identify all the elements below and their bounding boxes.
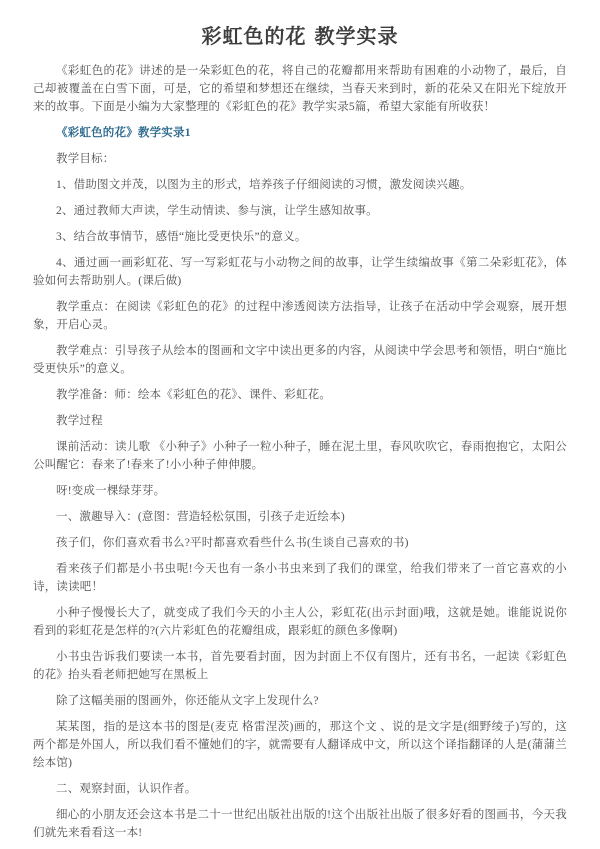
paragraph: 小书虫告诉我们要读一本书，首先要看封面，因为封面上不仅有图片，还有书名，一起读《彩虹色的花》抬头看老师把她写在黑板上: [33, 651, 567, 681]
paragraph: 某某图，指的是这本书的图是(麦克 格雷涅茨)画的，那这个文 、说的是文字是(细野绫子)写的，这两个都是外国人，所以我们看不懂她们的字，就需要有人翻译成中文，所以这个译指翻译的人是(蒲蒲兰绘本馆): [33, 721, 567, 769]
paragraph: 呀!变成一棵绿芽芽。: [56, 485, 166, 497]
document-body: [33, 62, 567, 842]
paragraph: 4、通过画一画彩虹花、写一写彩虹花与小动物之间的故事，让学生续编故事《第二朵彩虹花》，体验如何去帮助别人。(课后做): [33, 257, 567, 287]
paragraph: 除了这幅美丽的图画外，你还能从文字上发现什么?: [56, 695, 319, 707]
paragraph: 《彩虹色的花》讲述的是一朵彩虹色的花，将自己的花瓣都用来帮助有困难的小动物了，最后，自己却被覆盖在白雪下面，可是，它的希望和梦想还在继续，当春天来到时，新的花朵又在阳光下绽放开来的故事。下面是小编为大家整理的《彩虹色的花》教学实录5篇，希望大家能有所收获！: [33, 65, 567, 113]
paragraph: 教学目标：: [56, 153, 115, 165]
paragraph: 教学重点：在阅读《彩虹色的花》的过程中渗透阅读方法指导，让孩子在活动中学会观察，展开想象，开启心灵。: [33, 301, 567, 331]
paragraph: 2、通过教师大声读，学生动情读、参与演，让学生感知故事。: [56, 205, 378, 217]
section-heading: 《彩虹色的花》教学实录1: [56, 127, 191, 139]
paragraph: 课前活动：读儿歌 《小种子》小种子一粒小种子，睡在泥土里，春风吹吹它，春雨抱抱它，太阳公公叫醒它：春来了!春来了!小小种子伸伸腰。: [33, 441, 567, 471]
paragraph: 教学准备：师：绘本《彩虹色的花》、课件、彩虹花。: [56, 389, 332, 401]
paragraph: 3、结合故事情节，感悟“施比受更快乐”的意义。: [56, 231, 307, 243]
paragraph: 1、借助图文并茂，以图为主的形式，培养孩子仔细阅读的习惯，激发阅读兴趣。: [56, 179, 472, 191]
paragraph: 二、观察封面，认识作者。: [56, 783, 197, 795]
paragraph: 教学难点：引导孩子从绘本的图画和文字中读出更多的内容，从阅读中学会思考和领悟，明白“施比受更快乐”的意义。: [33, 345, 567, 375]
document-title: 彩虹色的花 教学实录: [201, 24, 399, 48]
paragraph: 看来孩子们都是小书虫呢!今天也有一条小书虫来到了我们的课堂，给我们带来了一首它喜欢的小诗，读读吧！: [33, 563, 567, 593]
paragraph: 孩子们，你们喜欢看书么?平时都喜欢看些什么书(生谈自己喜欢的书): [56, 537, 409, 549]
paragraph: 一、激趣导入：(意图：营造轻松氛围，引孩子走近绘本): [56, 511, 345, 523]
paragraph: 教学过程: [56, 415, 103, 427]
paragraph: 细心的小朋友还会这本书是二十一世纪出版社出版的!这个出版社出版了很多好看的图画书，今天我们就先来看看这一本!: [33, 809, 567, 839]
paragraph: 小种子慢慢长大了，就变成了我们今天的小主人公，彩虹花(出示封面)哦，这就是她。谁能说说你看到的彩虹花是怎样的?(六片彩虹色的花瓣组成，跟彩虹的颜色多像啊): [33, 607, 567, 637]
